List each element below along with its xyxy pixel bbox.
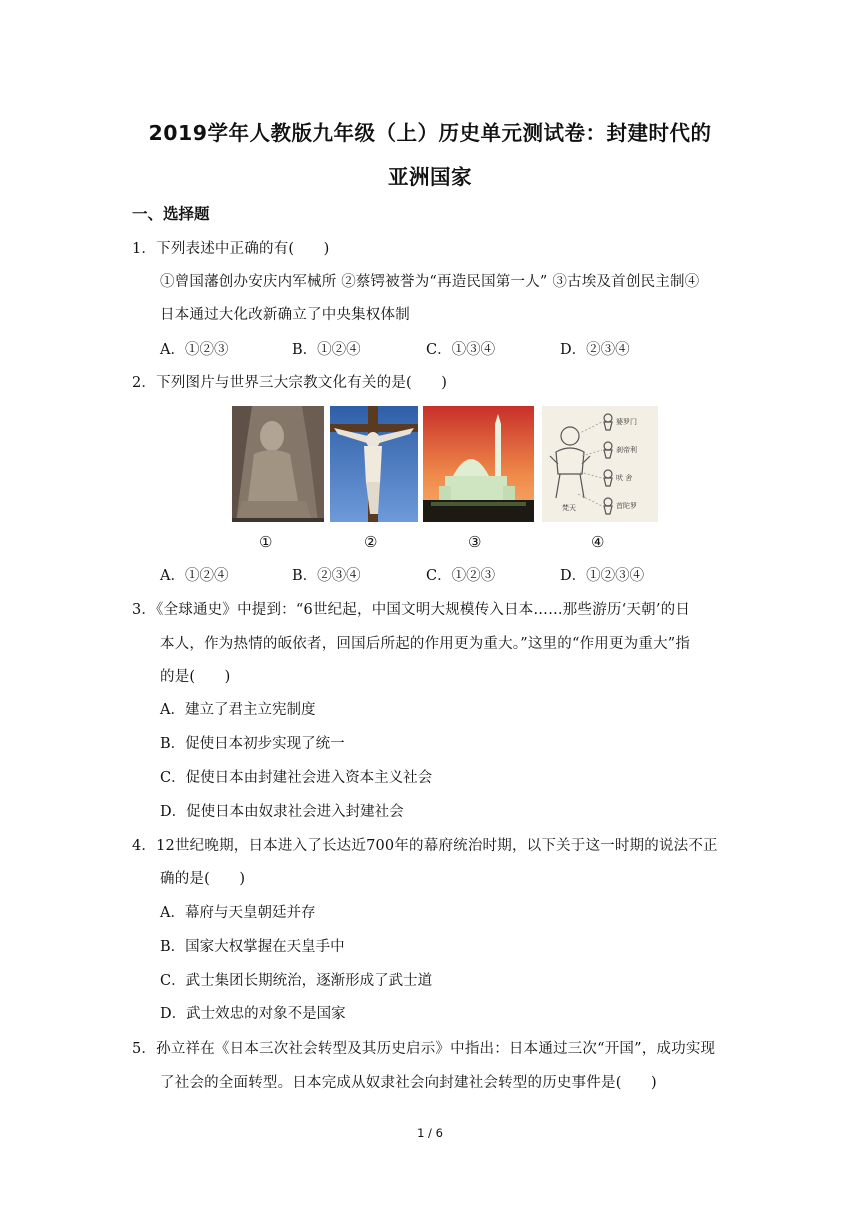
caste-diagram-image [542,406,658,522]
q4-option-c: C．武士集团长期统治，逐渐形成了武士道 [160,973,433,989]
q2-option-a: A．①②④ [160,568,229,584]
q4-option-b: B．国家大权掌握在天皇手中 [160,939,345,955]
q5-stem-line2: 了社会的全面转型。日本完成从奴隶社会向封建社会转型的历史事件是( ) [160,1075,657,1091]
caste-label-vaishya: 吠 舍 [616,474,633,482]
q2-picture-label-3: ③ [468,533,482,551]
document-title-line2: 亚洲国家 [388,165,472,189]
q2-picture-label-2: ② [364,533,378,551]
q2-option-d: D．①②③④ [560,568,645,584]
q3-stem-line3: 的是( ) [160,669,231,685]
q2-picture-label-4: ④ [591,533,605,551]
document-title-line1: 2019学年人教版九年级（上）历史单元测试卷：封建时代的 [148,121,712,145]
caste-label-brahma: 梵天 [562,504,576,512]
crucifix-image [330,406,418,522]
q3-option-b: B．促使日本初步实现了统一 [160,736,345,752]
q3-option-c: C．促使日本由封建社会进入资本主义社会 [160,770,433,786]
section-heading: 一、选择题 [132,205,210,223]
q1-option-c: C．①③④ [426,342,496,358]
q5-stem-line1: 5．孙立祥在《日本三次社会转型及其历史启示》中指出：日本通过三次“开国”，成功实现 [132,1041,716,1057]
q3-stem-line2: 本人，作为热情的皈依者，回国后所起的作用更为重大。”这里的“作用更为重大”指 [160,636,691,652]
q1-option-a: A．①②③ [160,342,229,358]
q1-body-line1: ①曾国藩创办安庆内军械所 ②蔡锷被誉为“再造民国第一人” ③古埃及首创民主制④ [160,274,700,290]
q2-stem: 2．下列图片与世界三大宗教文化有关的是( ) [132,375,448,391]
q4-option-d: D．武士效忠的对象不是国家 [160,1006,346,1022]
q4-option-a: A．幕府与天皇朝廷并存 [160,905,316,921]
q2-option-b: B．②③④ [292,568,361,584]
q3-option-a: A．建立了君主立宪制度 [160,702,316,718]
q1-option-d: D．②③④ [560,342,630,358]
q4-stem-line1: 4．12世纪晚期，日本进入了长达近700年的幕府统治时期，以下关于这一时期的说法不正 [132,838,718,854]
buddha-statue-image [232,406,324,522]
q1-option-b: B．①②④ [292,342,361,358]
q1-body-line2: 日本通过大化改新确立了中央集权体制 [160,307,410,323]
caste-label-brahmin: 婆罗门 [616,418,637,426]
caste-label-shudra: 首陀罗 [616,502,637,510]
q1-stem: 1．下列表述中正确的有( ) [132,241,330,257]
q3-stem-line1: 3．《全球通史》中提到：“6世纪起，中国文明大规模传入日本……那些游历‘天朝’的日 [132,602,691,618]
q2-option-c: C．①②③ [426,568,496,584]
caste-label-kshatriya: 刹帝利 [616,446,637,454]
q3-option-d: D．促使日本由奴隶社会进入封建社会 [160,804,404,820]
q4-stem-line2: 确的是( ) [160,871,246,887]
q2-picture-label-1: ① [259,533,273,551]
mosque-image [423,406,534,522]
page-number: 1 / 6 [417,1126,443,1140]
